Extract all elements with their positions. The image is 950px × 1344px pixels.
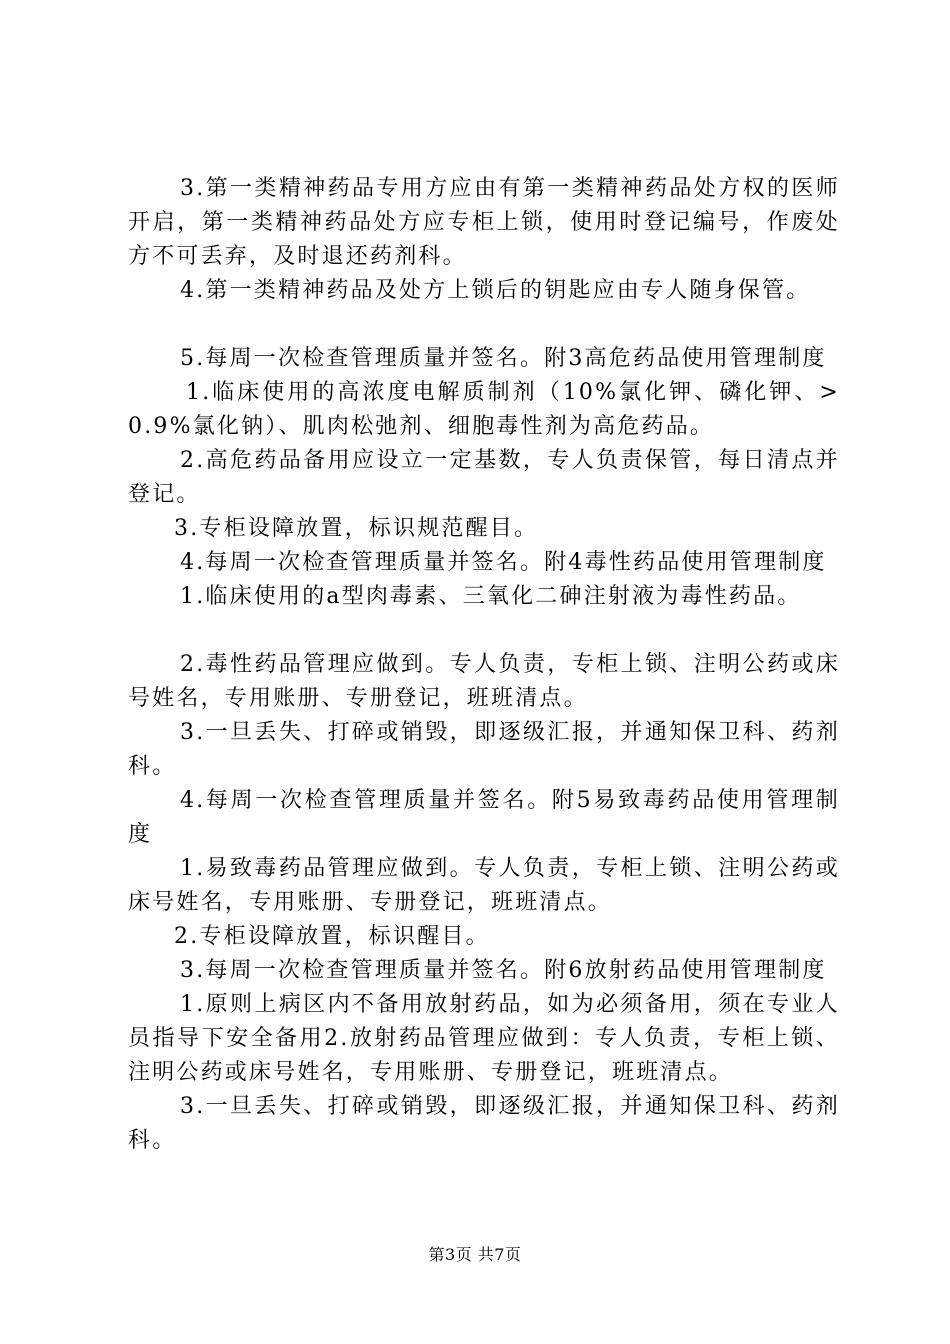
paragraph: 2.专柜设障放置，标识醒目。 bbox=[174, 924, 490, 949]
page-footer: 第3页 共7页 bbox=[428, 1245, 522, 1264]
paragraph: 3.专柜设障放置，标识规范醒目。 bbox=[174, 516, 539, 541]
paragraph: 1.临床使用的高浓度电解质制剂（10%氯化钾、磷化钾、>0.9%氯化钠）、肌肉松弛剂、细胞毒性剂为高危药品。 bbox=[128, 380, 840, 439]
paragraph: 3.每周一次检查管理质量并签名。附6放射药品使用管理制度 bbox=[180, 958, 827, 983]
paragraph: 1.原则上病区内不备用放射药品，如为必须备用，须在专业人员指导下安全备用2.放射药品管理应做到：专人负责，专柜上锁、注明公药或床号姓名，专用账册、专册登记，班班清点。 bbox=[128, 992, 840, 1085]
paragraph: 5.每周一次检查管理质量并签名。附3高危药品使用管理制度 bbox=[180, 346, 827, 371]
document-body bbox=[128, 172, 840, 1158]
paragraph: 2.高危药品备用应设立一定基数，专人负责保管，每日清点并登记。 bbox=[128, 448, 840, 507]
paragraph: 4.每周一次检查管理质量并签名。附4毒性药品使用管理制度 bbox=[180, 550, 827, 575]
paragraph: 3.一旦丢失、打碎或销毁，即逐级汇报，并通知保卫科、药剂科。 bbox=[128, 720, 840, 779]
paragraph: 3.第一类精神药品专用方应由有第一类精神药品处方权的医师开启，第一类精神药品处方应专柜上锁，使用时登记编号，作废处方不可丢弃，及时退还药剂科。 bbox=[128, 176, 840, 269]
paragraph: 2.毒性药品管理应做到。专人负责，专柜上锁、注明公药或床号姓名，专用账册、专册登记，班班清点。 bbox=[128, 652, 840, 711]
paragraph: 1.临床使用的a型肉毒素、三氧化二砷注射液为毒性药品。 bbox=[180, 584, 802, 609]
paragraph: 4.每周一次检查管理质量并签名。附5易致毒药品使用管理制度 bbox=[128, 788, 840, 847]
paragraph: 1.易致毒药品管理应做到。专人负责，专柜上锁、注明公药或床号姓名，专用账册、专册登记，班班清点。 bbox=[128, 856, 840, 915]
paragraph: 4.第一类精神药品及处方上锁后的钥匙应由专人随身保管。 bbox=[180, 278, 811, 303]
paragraph: 3.一旦丢失、打碎或销毁，即逐级汇报，并通知保卫科、药剂科。 bbox=[128, 1094, 840, 1153]
